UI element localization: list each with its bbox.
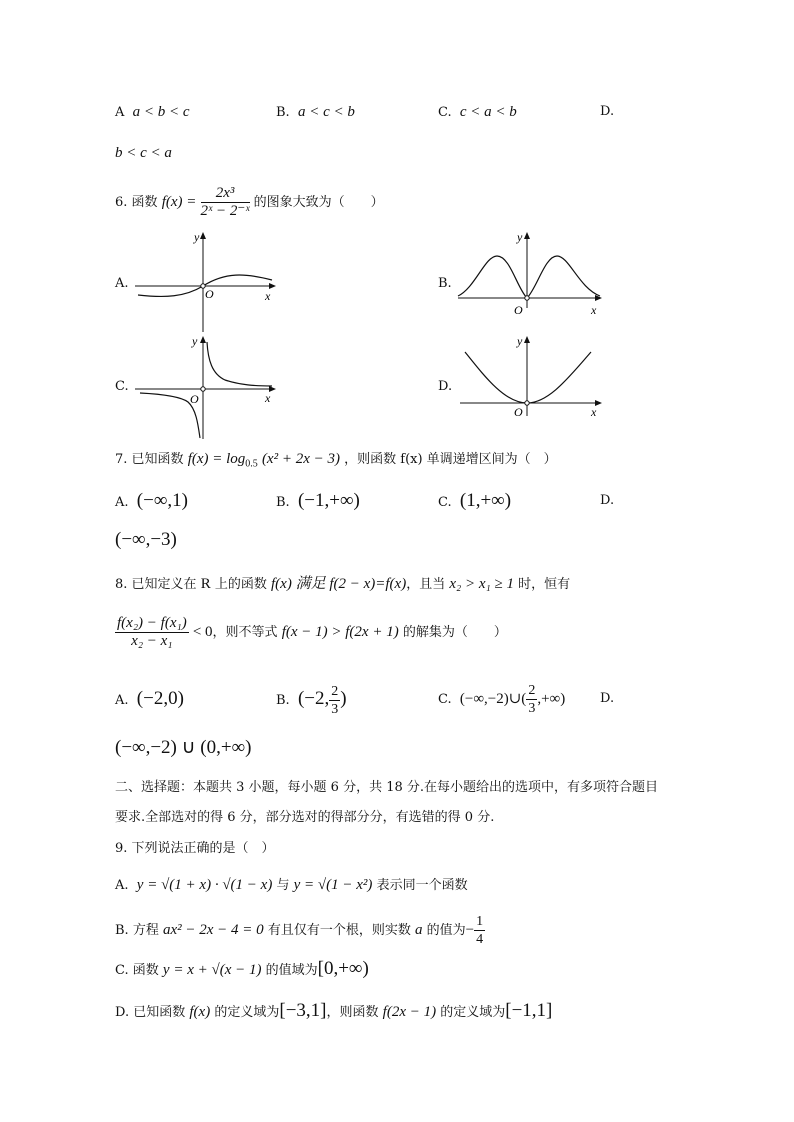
graph-a-origin: O bbox=[205, 287, 214, 301]
graph-b-origin: O bbox=[514, 303, 523, 317]
q8-line1-mid2: ，且当 bbox=[406, 577, 446, 592]
q6-fx: f(x) = bbox=[161, 194, 197, 210]
q9-option-c bbox=[115, 960, 369, 980]
q5-option-c-math: c < a < b bbox=[459, 104, 517, 120]
q9-option-b-text2: 有且仅有一个根，则实数 bbox=[267, 923, 411, 938]
graph-c-label: C. bbox=[115, 379, 129, 394]
q9-option-b-text3: 的值为 bbox=[426, 923, 466, 938]
q9-option-b-neg: − bbox=[465, 922, 475, 938]
q8-option-d-value bbox=[115, 739, 251, 759]
q9-option-a bbox=[115, 876, 468, 895]
q9-option-d-math1: f(x) bbox=[189, 1004, 211, 1020]
graph-c-curve-right bbox=[207, 342, 272, 386]
q7-stem bbox=[115, 450, 557, 474]
q9-option-d-text2: 的定义域为 bbox=[214, 1005, 280, 1020]
q6-stem bbox=[115, 182, 384, 223]
q8-line1 bbox=[115, 575, 570, 594]
q8-line1-cond: f(x) 满足 f(2 − x)=f(x) bbox=[271, 576, 407, 592]
q8-option-c-num: 2 bbox=[528, 683, 536, 698]
q8-option-b-pre: (−2, bbox=[297, 688, 330, 709]
q8-option-b-den: 3 bbox=[331, 702, 339, 717]
q7-suffix: ，则函数 f(x) 单调递增区间为（ ） bbox=[344, 452, 557, 467]
q8-option-c-den: 3 bbox=[528, 701, 536, 716]
graph-c-x-label: x bbox=[265, 391, 271, 405]
q6-denominator: 2ˣ − 2⁻ˣ bbox=[200, 203, 250, 219]
q7-option-d bbox=[600, 492, 614, 510]
q8-line2-suffix: 的解集为（ ） bbox=[402, 625, 507, 640]
q8-line2-ineq: < 0 bbox=[192, 624, 213, 640]
q7-arg: (x² + 2x − 3) bbox=[261, 451, 340, 467]
graph-d-y-label: y bbox=[517, 334, 523, 348]
q8-option-a-label: A. bbox=[115, 693, 129, 708]
q9-option-d bbox=[115, 1002, 552, 1022]
q5-option-c-label: C. bbox=[438, 105, 452, 120]
q5-option-d-label: D. bbox=[600, 104, 615, 119]
graph-c-y-label: y bbox=[192, 334, 198, 348]
q8-option-c-frac bbox=[526, 682, 537, 717]
q9-option-d-dom2: [−1,1] bbox=[505, 1000, 553, 1021]
graph-d-label: D. bbox=[438, 379, 453, 394]
q8-line2 bbox=[115, 612, 507, 653]
q7-base: 0.5 bbox=[245, 458, 258, 470]
graph-c-origin: O bbox=[190, 392, 199, 406]
q9-option-d-text1: 已知函数 bbox=[133, 1005, 186, 1020]
q9-option-b-num: 1 bbox=[476, 914, 484, 929]
q7-prefix: 7. 已知函数 bbox=[115, 452, 184, 467]
q9-option-a-text1: 与 bbox=[276, 878, 290, 893]
q8-fraction bbox=[115, 615, 189, 650]
graph-b-y-label: y bbox=[517, 230, 523, 244]
q9-option-d-text3: ，则函数 bbox=[326, 1005, 379, 1020]
q9-option-b-var: a bbox=[414, 922, 423, 938]
q8-line2-math: f(x − 1) > f(2x + 1) bbox=[281, 624, 399, 640]
graph-c bbox=[130, 332, 280, 440]
q9-option-a-text2: 表示同一个函数 bbox=[376, 878, 468, 893]
q8-option-d bbox=[600, 690, 614, 708]
section2-line1: 二、选择题：本题共 3 小题，每小题 6 分，共 18 分.在每小题给出的选项中，有多项符合题目 bbox=[115, 780, 659, 795]
graph-a-y-label: y bbox=[194, 230, 200, 244]
q8-option-b-frac bbox=[329, 683, 340, 718]
q9-option-b-frac bbox=[474, 913, 485, 948]
q9-option-d-text4: 的定义域为 bbox=[440, 1005, 506, 1020]
q9-option-c-range: [0,+∞) bbox=[317, 958, 369, 979]
graph-d-origin: O bbox=[514, 405, 523, 419]
q9-option-a-math1: y = √(1 + x) · √(1 − x) bbox=[136, 877, 273, 893]
q5-option-b-math: a < c < b bbox=[297, 104, 355, 120]
graph-b-label: B. bbox=[438, 276, 452, 291]
q6-prefix: 6. 函数 bbox=[115, 195, 158, 210]
section2-line2: 要求.全部选对的得 6 分，部分选对的得部分分，有选错的得 0 分. bbox=[115, 810, 495, 825]
q8-line1-mid: 上的函数 bbox=[214, 577, 267, 592]
graph-b bbox=[455, 228, 605, 320]
q8-frac-num: f(x₂) − f(x₁) bbox=[117, 615, 187, 631]
q8-option-b-post: ) bbox=[340, 688, 347, 709]
q5-option-a bbox=[115, 103, 190, 122]
q7-func: f(x) = log bbox=[187, 451, 246, 467]
q7-option-a-label: A. bbox=[115, 495, 129, 510]
q9-option-d-dom1: [−3,1] bbox=[279, 1000, 327, 1021]
q5-option-d-math: b < c < a bbox=[115, 145, 172, 161]
q7-option-c bbox=[438, 492, 511, 512]
graph-b-x-label: x bbox=[591, 303, 597, 317]
q8-option-c-post: ,+∞) bbox=[537, 691, 566, 707]
q7-option-d-math: (−∞,−3) bbox=[115, 529, 177, 550]
q5-option-a-math: a < b < c bbox=[132, 104, 190, 120]
q9-option-b-den: 4 bbox=[476, 932, 484, 947]
q8-frac-den: x₂ − x₁ bbox=[131, 633, 173, 649]
q7-option-c-math: (1,+∞) bbox=[459, 490, 512, 511]
q8-option-b bbox=[276, 680, 347, 720]
q5-option-a-label: A bbox=[115, 105, 125, 120]
q8-option-b-label: B. bbox=[276, 693, 290, 708]
q9-option-b-math: ax² − 2x − 4 = 0 bbox=[162, 922, 264, 938]
q5-option-c bbox=[438, 103, 517, 122]
q7-option-b-label: B. bbox=[276, 495, 290, 510]
q7-option-d-value bbox=[115, 531, 177, 551]
q8-line1-ineq: x₂ > x₁ ≥ 1 bbox=[449, 576, 514, 592]
q8-option-c bbox=[438, 680, 565, 719]
q9-option-b-text1: 方程 bbox=[132, 923, 159, 938]
q8-option-a-math: (−2,0) bbox=[136, 688, 184, 709]
q8-option-d-math: (−∞,−2) ∪ (0,+∞) bbox=[115, 737, 252, 758]
graph-a-x-label: x bbox=[265, 289, 271, 303]
q9-option-b-label: B. bbox=[115, 923, 129, 938]
graph-a-label: A. bbox=[115, 276, 129, 291]
q9-option-d-math2: f(2x − 1) bbox=[382, 1004, 437, 1020]
q8-line1-prefix: 8. 已知定义在 bbox=[115, 577, 197, 592]
q7-option-a bbox=[115, 492, 188, 512]
q9-option-a-label: A. bbox=[115, 878, 129, 893]
q7-option-d-label: D. bbox=[600, 493, 615, 508]
graph-b-curve bbox=[458, 256, 600, 298]
q9-option-c-text2: 的值域为 bbox=[265, 963, 318, 978]
graph-d-curve bbox=[465, 352, 591, 403]
graph-d bbox=[455, 332, 605, 422]
graph-d-x-label: x bbox=[591, 405, 597, 419]
q6-suffix: 的图象大致为（ ） bbox=[253, 195, 384, 210]
q8-option-c-pre: (−∞,−2)∪( bbox=[459, 691, 527, 707]
q8-option-b-num: 2 bbox=[331, 684, 339, 699]
q9-option-d-label: D. bbox=[115, 1005, 130, 1020]
q9-option-c-text1: 函数 bbox=[132, 963, 159, 978]
q9-stem: 9. 下列说法正确的是（ ） bbox=[115, 841, 275, 856]
q8-option-a bbox=[115, 690, 184, 710]
q9-option-c-label: C. bbox=[115, 963, 129, 978]
q5-option-d-value bbox=[115, 144, 172, 163]
q7-option-b-math: (−1,+∞) bbox=[297, 490, 360, 511]
q9-option-a-math2: y = √(1 − x²) bbox=[293, 877, 373, 893]
q8-line1-R: R bbox=[200, 576, 211, 592]
q7-option-b bbox=[276, 492, 360, 512]
graph-a bbox=[130, 228, 280, 333]
q8-line2-text: ，则不等式 bbox=[212, 625, 278, 640]
q5-option-b-label: B. bbox=[276, 105, 290, 120]
q8-option-d-label: D. bbox=[600, 691, 615, 706]
q5-option-d bbox=[600, 103, 614, 121]
q6-fraction bbox=[201, 185, 250, 220]
q6-numerator: 2x³ bbox=[201, 185, 250, 203]
q8-option-c-label: C. bbox=[438, 692, 452, 707]
q5-option-b bbox=[276, 103, 355, 122]
q8-line1-suffix: 时，恒有 bbox=[518, 577, 571, 592]
q7-option-c-label: C. bbox=[438, 495, 452, 510]
q9-option-b bbox=[115, 910, 485, 951]
q7-option-a-math: (−∞,1) bbox=[136, 490, 188, 511]
q9-option-c-math: y = x + √(x − 1) bbox=[162, 962, 262, 978]
